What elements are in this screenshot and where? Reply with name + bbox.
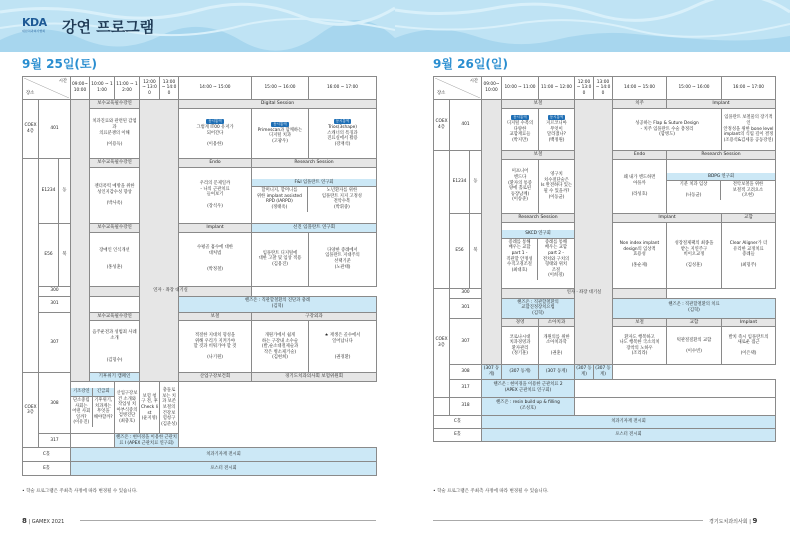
handson-cell: 핸즈온 : 현미경을 이용한 근관치료 2 (APEX 근관치료 연구회) (482, 379, 575, 397)
session-title: Implant (667, 100, 776, 109)
lecture-text: 수평골 흡수에 대한 대처법 (박정철) (197, 245, 233, 273)
hall-dong: 동 (470, 150, 482, 213)
lecture-cell (502, 327, 539, 365)
lecture-text: 기분 치과 임상 (나동균) (667, 181, 721, 200)
simulcast-cell: (307 동계) (575, 365, 594, 379)
venue-floor: COEX 4층 (434, 100, 450, 151)
lunch-break (575, 100, 613, 365)
time-label: 시간 (469, 79, 478, 84)
poster-cell: 포스터 전시회 (482, 428, 776, 441)
lecture-cell (90, 232, 140, 286)
empty-cell (71, 434, 115, 448)
venue-floor (434, 150, 450, 288)
session-title: Endo (179, 158, 252, 167)
lecture-text: 임플란트 보철물의 장기적인 안정성을 위한 bone level implant의 식립 깊이 결정 (조용석&김세웅 공동강연) (723, 115, 774, 143)
hall-buk: 북 (470, 213, 482, 288)
hall-e: E홀 (434, 428, 482, 441)
logo-mark: KDA (22, 16, 47, 29)
footer-text: GAMEX 2021 (31, 519, 65, 525)
lecture-text: 음주운전과 성범죄 사례 소개 (김형수) (92, 330, 137, 364)
session-title: 교합 (667, 318, 722, 327)
lecture-cell (722, 108, 776, 150)
lecture-text: 충돌로 보는 치과 보존 보철의 건강보험청구 (김준성) (161, 388, 177, 427)
page-title: 강연 프로그램 (62, 18, 155, 36)
venue-floor: COEX 3층 (434, 288, 450, 397)
lecture-text: Non index implant design의 임상적 효용성 (홍순제) (619, 241, 660, 269)
venue-floor: COEX 4층 (23, 100, 39, 159)
lecture-text: 우리의 문제일까 - 나의 근관치료 들여보기 (장석우) (199, 181, 231, 209)
logo-sub: 대한치과의사협회 (22, 29, 46, 33)
lecture-cell (140, 382, 160, 434)
interpret-badge: 동시통역 (549, 115, 564, 120)
session-title: Research Session (502, 213, 575, 222)
session-title: 기후위기 캠페인 (90, 373, 140, 382)
page-number: 8 (22, 517, 27, 525)
lecture-text: 증례를 통해 배우는 교합 part 2 - 전치와 구치의 형태와 위치 조절 (이희경) (542, 239, 570, 279)
room-e1234: E1234 (39, 158, 59, 223)
session-title: Endo (613, 150, 667, 159)
slot-header: 15:00 ~ 16:00 (252, 77, 309, 100)
wave-pattern (0, 0, 395, 52)
session-title: 보철 (179, 312, 252, 321)
date-heading: 9월 26일(일) (433, 57, 508, 71)
lecture-text: Primescan과 함께하는 디지털 치과 (고광우) (257, 127, 303, 144)
session-title: 치주 (613, 100, 667, 109)
lecture-text: 성공하는 Flap & Suture Design - 치주 임플란트 수술 총정리 (함병도) (635, 120, 699, 138)
interpret-badge: 동시통역 (208, 119, 222, 124)
room-308: 308 (39, 373, 71, 434)
footnote: • 학술 프로그램은 주최측 사정에 따라 변경될 수 있습니다. (433, 489, 549, 494)
lecture-cell (252, 232, 309, 286)
research-subtitle: F&I 임플란트 연구회 (252, 179, 376, 188)
session-title: 보수교육필수강연 (90, 312, 140, 321)
session-title: 구강외과 (252, 312, 377, 321)
page-number: 9 (752, 517, 758, 525)
footer-rule (433, 520, 703, 521)
interpret-badge: 동시통역 (273, 122, 287, 127)
research-block (252, 167, 377, 223)
kda-logo (22, 17, 56, 39)
slot-header: 11:00 ~ 12:00 (539, 77, 575, 100)
lecture-cell (502, 159, 539, 213)
empty-cell (90, 296, 140, 312)
footnote: • 학술 프로그램은 주최측 사정에 따라 변경될 수 있습니다. (22, 489, 138, 494)
page-header (395, 0, 790, 52)
hall-e: E홀 (23, 462, 71, 476)
lecture-text: 장애인 인식개선 (홍성훈) (99, 247, 130, 270)
lecture-text: 전악보철을 위한 보철적 고려요소 (오현) (732, 182, 764, 199)
session-title: Implant (613, 213, 722, 222)
lecture-text: 발치 즉시 임플란트의 새로운 접근 (이은택) (728, 334, 769, 357)
session-title: 보수교육필수강연 (90, 223, 140, 232)
lecture-text: 임플란트 디지털에 대한 고찰 및 임상 적용 (김용진) (258, 250, 302, 267)
empty-cell (575, 397, 776, 415)
empty-cell (575, 379, 776, 397)
session-title: Implant (722, 318, 776, 327)
lecture-text: 턱관절질환의 교합 (이수빈) (676, 337, 712, 354)
interpret-badge: 동시통역 (513, 115, 527, 120)
research-block (502, 222, 575, 288)
campaign-block (71, 382, 115, 434)
research-block (667, 159, 776, 213)
lunch-break (140, 100, 179, 382)
corner-header (434, 77, 482, 100)
room-e56: E56 (450, 213, 470, 288)
lecture-text: 환자도 행복하고 나도 행복한 국소의치 장착의 노하우 (조리라) (619, 334, 660, 357)
session-title: Implant (179, 223, 252, 232)
session-title: Research Session (667, 150, 776, 159)
session-title: 보철 (502, 100, 575, 109)
page-header (0, 0, 395, 52)
handson-cell: 핸즈온 : 직관할철환의 치료 (김혁) (613, 298, 776, 318)
time-label: 시간 (58, 79, 67, 84)
room-300: 300 (39, 286, 71, 296)
hall-buk: 북 (59, 223, 71, 286)
room-318: 318 (450, 397, 482, 415)
slot-header: 09:00~10:00 (482, 77, 502, 100)
lecture-cell (539, 327, 575, 365)
lecture-cell (613, 159, 667, 213)
lecture-text: 왜 내가 엔도하면 아플까 (라성호) (623, 175, 656, 197)
slot-header: 11:00 ~ 12:00 (115, 77, 140, 100)
venue-floor: COEX 3층 (23, 373, 39, 448)
slot-header: 16:00 ~ 17:00 (309, 77, 377, 100)
lunch-column (71, 100, 90, 382)
hall-c: C홀 (434, 415, 482, 428)
slot-header: 12:00 ~ 13:00 (140, 77, 160, 100)
slot-header: 14:00 ~ 15:00 (613, 77, 667, 100)
venue-label: 장소 (437, 91, 446, 97)
lecture-cell (309, 108, 377, 158)
lecture-text: 영구치 치수절단술은 Is 완전하다 있는 될 수 있을까? (이동균) (540, 172, 573, 200)
simulcast-cell: (307 동계) (502, 365, 539, 379)
hall-dong: 동 (59, 158, 71, 223)
schedule-table (433, 76, 776, 442)
session-title: 선진 임플란트 연구회 (252, 223, 377, 232)
room-e56: E56 (39, 223, 59, 286)
slot-header: 13:00 ~ 14:00 (594, 77, 613, 100)
lecture-cell (539, 159, 575, 213)
lecture-text: Trios(3shape) 스캐너의 특징과 진료실에서 활용 (강재석) (327, 124, 358, 147)
lecture-text: 다양한 증례에서 임플란트 지대주의 선택기준 (노관태) (325, 247, 360, 270)
research-subtitle: SKCD 연구회 (502, 230, 574, 239)
interpret-badge: 동시통역 (335, 119, 350, 124)
session-title: 보수교육필수강연 (90, 158, 140, 167)
lecture-cell (90, 108, 140, 158)
session-title: 교합 (722, 213, 776, 222)
lecture-cell (539, 108, 575, 150)
venue-floor (434, 397, 450, 415)
room-307: 307 (39, 312, 71, 373)
lecture-text: 지르코니아 무엇이 달라졌나? (백정원) (546, 120, 567, 143)
room-e1234: E1234 (450, 150, 470, 213)
keynote-label: 기조강연 (71, 388, 93, 396)
slot-header: 12:00 ~ 13:00 (575, 77, 594, 100)
lecture-text: 단소중립 사회는 어떤 사회일까? (이유진) (71, 397, 93, 427)
lecture-cell (309, 321, 377, 373)
session-title: 산업구강보건회 (179, 373, 252, 382)
lecture-cell (160, 382, 179, 434)
venue-floor (23, 158, 39, 373)
lecture-cell (179, 108, 252, 158)
simulcast-cell: (307 동계) (539, 365, 575, 379)
lecture-text: 적절한 지대치 형성을 위해 우리가 지켜가야 할 것과 비워가야 할 것 (나기원) (193, 332, 237, 361)
lecture-cell (613, 108, 722, 150)
lecture-text: 그렇게 IT00 유저가 되어간다 (이용한) (196, 124, 234, 147)
hall-c: C홀 (23, 448, 71, 462)
lecture-text: 할머니지, 할머니를 위한 implant assisted RPD (IARPD) (정태옥) (252, 187, 308, 211)
lecture-text: 디지털 수복의 다양한 교합재료들 (박지만) (506, 120, 534, 143)
session-title: 보철 (502, 150, 575, 159)
poster-cell: 포스터 전시회 (71, 462, 377, 476)
lecture-cell (309, 232, 377, 286)
session-title: 보철 (613, 318, 667, 327)
lecture-cell (90, 167, 140, 223)
room-401: 401 (39, 100, 71, 159)
room-401: 401 (450, 100, 482, 151)
room-317: 317 (450, 379, 482, 397)
lecture-text: 보험 청구 전, 후 Check list (윤지영) (141, 393, 158, 422)
slot-header: 10:00 ~ 11:00 (502, 77, 539, 100)
handson-cell: 핸즈온 : resin build up & filling (조성호) (482, 397, 575, 415)
lecture-cell (179, 232, 252, 286)
lecture-text: 개원의를 위한 소아치과학 (권훈) (543, 334, 570, 357)
page-footer: 경기도치과의사회 | 9 (709, 517, 758, 525)
handson-cell: 핸즈온 : 현미경을 이용한 근관치료 I (APEX 근관치료 연구회) (115, 434, 179, 448)
room-307: 307 (450, 318, 482, 365)
room-317: 317 (39, 434, 71, 448)
exhibition-cell: 치과기자재 전시회 (71, 448, 377, 462)
footer-text: 경기도치과의사회 (709, 519, 748, 525)
page-footer: 8 | GAMEX 2021 (22, 517, 65, 525)
session-title: 소아치과 (539, 318, 575, 327)
lecture-text: 젠더폭력 예방을 위한 성인지감수성 향상 (박사옥) (94, 184, 135, 206)
right-page (395, 0, 790, 540)
research-subtitle: BDPG 연구회 (667, 173, 775, 182)
lecture-cell (252, 321, 309, 373)
lecture-text: 증례를 통해 배우는 교합 part 1 - 직관할 안정성 수직고경조절 (최대호) (502, 239, 538, 280)
lecture-text: 노년환자를 위한 임플란트 지지 고정성 전악수복 (박휘중) (321, 188, 362, 211)
lecture-cell (90, 321, 140, 373)
room-301: 301 (450, 298, 482, 318)
simulcast-cell: (307 동계) (482, 365, 502, 379)
room-301: 301 (39, 296, 71, 312)
venue-label: 장소 (26, 91, 35, 97)
lecture-text: 치과진료와 관련된 감염과 의료분쟁의 이해 (이용득) (92, 119, 137, 147)
lecture-cell (179, 167, 252, 223)
early-column (482, 100, 502, 365)
slot-header: 09:00~10:00 (71, 77, 90, 100)
session-title: 경기도치과의사회 보험위원회 (252, 373, 377, 382)
room-308: 308 (450, 365, 482, 379)
lecture-text: ★ 재생은 골수에서 일어납니다 (권경환) (324, 332, 361, 361)
waiting-room: 연자 · 좌장 대기실 (90, 286, 252, 296)
lecture-cell (502, 108, 539, 150)
session-title: Research Session (252, 158, 377, 167)
schedule-table (22, 76, 377, 476)
exhibition-cell: 치과기자재 전시회 (482, 415, 776, 428)
simulcast-cell: (307 동계) (594, 365, 613, 379)
lecture-cell (722, 222, 776, 288)
session-title: 보수교육필수강연 (90, 100, 140, 109)
lecture-cell (613, 327, 667, 365)
urgent-label: 긴급회 (97, 389, 110, 395)
lecture-cell (115, 382, 140, 434)
slot-header: 10:00 ~ 11:00 (90, 77, 115, 100)
lecture-text: 코로나시대 치과경영과 환자관리 (정기훈) (509, 334, 531, 357)
lecture-cell (613, 222, 667, 288)
lecture-text: 개원가에서 쉽게 하는 구강내 소수술 (발,순소대절제술과 작은 병소제거술) (김현희) (261, 332, 299, 361)
footer-rule (80, 520, 376, 521)
slot-header: 13:00 ~ 14:00 (160, 77, 179, 100)
lecture-text: 기후위기, 치과계는 무엇을 해야할까? (93, 398, 113, 420)
lecture-cell (667, 327, 722, 365)
waiting-room: 연자 · 좌장 대기실 (502, 288, 667, 298)
lecture-cell (179, 321, 252, 373)
slot-header: 14:00 ~ 15:00 (179, 77, 252, 100)
date-heading: 9월 25일(토) (22, 57, 97, 71)
session-title: 경영 (502, 318, 539, 327)
lecture-text: Clear Aligner가 더 유리한 교정치료 증례들 (최형주) (729, 241, 768, 269)
corner-header (23, 77, 71, 100)
slot-header: 16:00 ~ 17:00 (722, 77, 776, 100)
lecture-cell (252, 108, 309, 158)
handson-cell: 핸즈온 : 직관할철환의 진단과 충례 (김혁) (179, 296, 377, 312)
lecture-text: 성장절제팩의 최종을 받는 지연주구 비이오교정 (김성훈) (674, 241, 714, 269)
slot-header: 15:00 ~ 16:00 (667, 77, 722, 100)
lecture-cell (667, 222, 722, 288)
lecture-cell (722, 327, 776, 365)
lecture-text: 산업구강보건 소개와 작업성 치아부식증의 검병진단 (최충호) (116, 390, 138, 424)
handson-cell: 핸즈온 : 직관할철환의 교합진정장치요법 (김혁) (502, 298, 575, 318)
lecture-text: 미프니어 엔드다 (환자의 통증 양에 홀로된 등장남께) (이송준) (508, 169, 532, 203)
room-300: 300 (450, 288, 482, 298)
wave-pattern (395, 0, 790, 52)
session-title: Digital Session (179, 100, 377, 109)
